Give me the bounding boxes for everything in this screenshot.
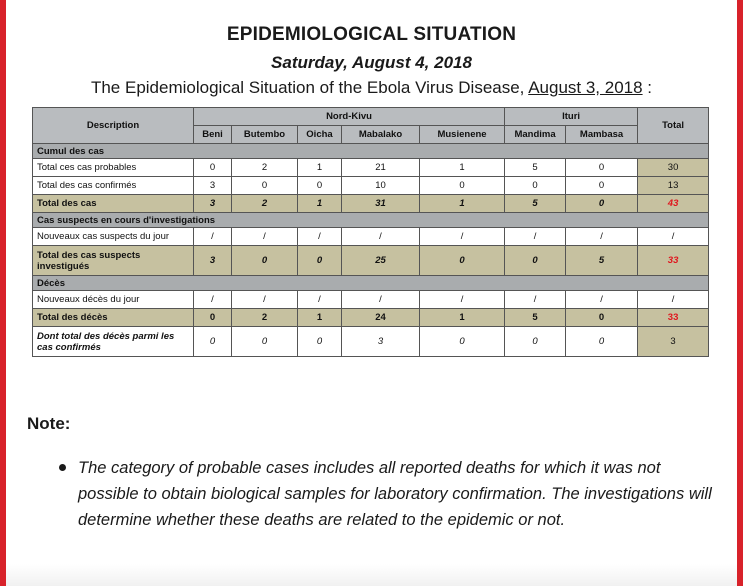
section-label: Cas suspects en cours d'investigations xyxy=(33,213,709,228)
row-label: Total des cas confirmés xyxy=(33,177,194,195)
column-header: Musienene xyxy=(420,126,505,144)
cell: / xyxy=(566,291,638,309)
row-label: Nouveaux cas suspects du jour xyxy=(33,228,194,246)
total-header: Total xyxy=(638,108,709,144)
cell: 0 xyxy=(194,159,232,177)
cell: 0 xyxy=(298,327,342,357)
cell: / xyxy=(232,291,298,309)
subtitle xyxy=(0,78,743,98)
row-label: Total des décès xyxy=(33,309,194,327)
cell: 0 xyxy=(566,195,638,213)
note-text: The category of probable cases includes all reported deaths for which it was not possible to obtain biological samples for laboratory confirmation. The investigations will determine whether these deaths are related to the epidemic or not. xyxy=(78,459,712,529)
cell: 2 xyxy=(232,195,298,213)
row-label: Total des cas suspects investigués xyxy=(33,246,194,276)
cell: 0 xyxy=(298,246,342,276)
cell: 0 xyxy=(298,177,342,195)
cell: 0 xyxy=(232,327,298,357)
cell: 3 xyxy=(342,327,420,357)
row-label: Total ces cas probables xyxy=(33,159,194,177)
table-row xyxy=(33,159,709,177)
cell: 5 xyxy=(505,309,566,327)
cell: / xyxy=(420,228,505,246)
total-cell: 30 xyxy=(638,159,709,177)
cell: / xyxy=(194,228,232,246)
cell: 0 xyxy=(566,309,638,327)
table-row-total-cas xyxy=(33,195,709,213)
cell: / xyxy=(505,291,566,309)
cell: 0 xyxy=(232,246,298,276)
cell: 21 xyxy=(342,159,420,177)
cell: 0 xyxy=(505,327,566,357)
cell: 5 xyxy=(566,246,638,276)
cell: 0 xyxy=(505,177,566,195)
bottom-shadow xyxy=(6,564,737,586)
cell: 1 xyxy=(420,309,505,327)
cell: / xyxy=(232,228,298,246)
page-title: EPIDEMIOLOGICAL SITUATION xyxy=(226,24,517,45)
total-cell: 33 xyxy=(638,246,709,276)
cell: 5 xyxy=(505,195,566,213)
cell: 0 xyxy=(194,309,232,327)
total-cell: 3 xyxy=(638,327,709,357)
cell: / xyxy=(505,228,566,246)
cell: 0 xyxy=(194,327,232,357)
cell: 3 xyxy=(194,177,232,195)
cell: 2 xyxy=(232,159,298,177)
subtitle-prefix: The Epidemiological Situation of the Ebola Virus Disease, xyxy=(90,78,525,97)
report-date: Saturday, August 4, 2018 xyxy=(271,53,472,72)
cell: 0 xyxy=(566,159,638,177)
section-row-deces xyxy=(33,276,709,291)
table-row-total-deces xyxy=(33,309,709,327)
cell: 25 xyxy=(342,246,420,276)
cell: / xyxy=(566,228,638,246)
subtitle-suffix: : xyxy=(642,78,653,97)
cell: 0 xyxy=(566,327,638,357)
cell: / xyxy=(342,291,420,309)
total-cell: 13 xyxy=(638,177,709,195)
cell: 0 xyxy=(566,177,638,195)
column-header: Beni xyxy=(194,126,232,144)
column-header: Butembo xyxy=(232,126,298,144)
bullet-icon xyxy=(59,464,66,471)
table-row-deces-confirmes xyxy=(33,327,709,357)
cell: 0 xyxy=(420,177,505,195)
column-header: Mambasa xyxy=(566,126,638,144)
total-cell: / xyxy=(638,291,709,309)
table-row-total-suspects xyxy=(33,246,709,276)
epidemiological-table xyxy=(32,107,709,357)
cell: 10 xyxy=(342,177,420,195)
cell: / xyxy=(342,228,420,246)
table-row xyxy=(33,177,709,195)
subtitle-date-link[interactable]: August 3, 2018 xyxy=(528,78,643,97)
cell: 3 xyxy=(194,195,232,213)
cell: 2 xyxy=(232,309,298,327)
total-cell: 43 xyxy=(638,195,709,213)
section-label: Cumul des cas xyxy=(33,144,709,159)
ituri-header: Ituri xyxy=(505,108,638,126)
cell: 1 xyxy=(298,159,342,177)
column-header: Oicha xyxy=(298,126,342,144)
note-heading: Note: xyxy=(27,414,71,433)
cell: 24 xyxy=(342,309,420,327)
row-label: Dont total des décès parmi les cas confirmés xyxy=(33,327,194,357)
cell: 31 xyxy=(342,195,420,213)
section-row-cumul xyxy=(33,144,709,159)
cell: 0 xyxy=(505,246,566,276)
row-label: Total des cas xyxy=(33,195,194,213)
column-header: Mabalako xyxy=(342,126,420,144)
cell: / xyxy=(420,291,505,309)
nord-kivu-header: Nord-Kivu xyxy=(194,108,505,126)
cell: 0 xyxy=(420,327,505,357)
cell: 3 xyxy=(194,246,232,276)
cell: / xyxy=(194,291,232,309)
column-header: Mandima xyxy=(505,126,566,144)
row-label: Nouveaux décès du jour xyxy=(33,291,194,309)
cell: / xyxy=(298,228,342,246)
cell: 5 xyxy=(505,159,566,177)
cell: 1 xyxy=(420,159,505,177)
cell: 0 xyxy=(420,246,505,276)
cell: 1 xyxy=(298,195,342,213)
section-label: Décès xyxy=(33,276,709,291)
cell: 0 xyxy=(232,177,298,195)
total-cell: / xyxy=(638,228,709,246)
total-cell: 33 xyxy=(638,309,709,327)
cell: 1 xyxy=(298,309,342,327)
cell: 1 xyxy=(420,195,505,213)
table-row xyxy=(33,228,709,246)
description-header: Description xyxy=(33,108,194,144)
cell: / xyxy=(298,291,342,309)
section-row-suspects xyxy=(33,213,709,228)
table-row xyxy=(33,291,709,309)
table-header-row xyxy=(33,108,709,126)
